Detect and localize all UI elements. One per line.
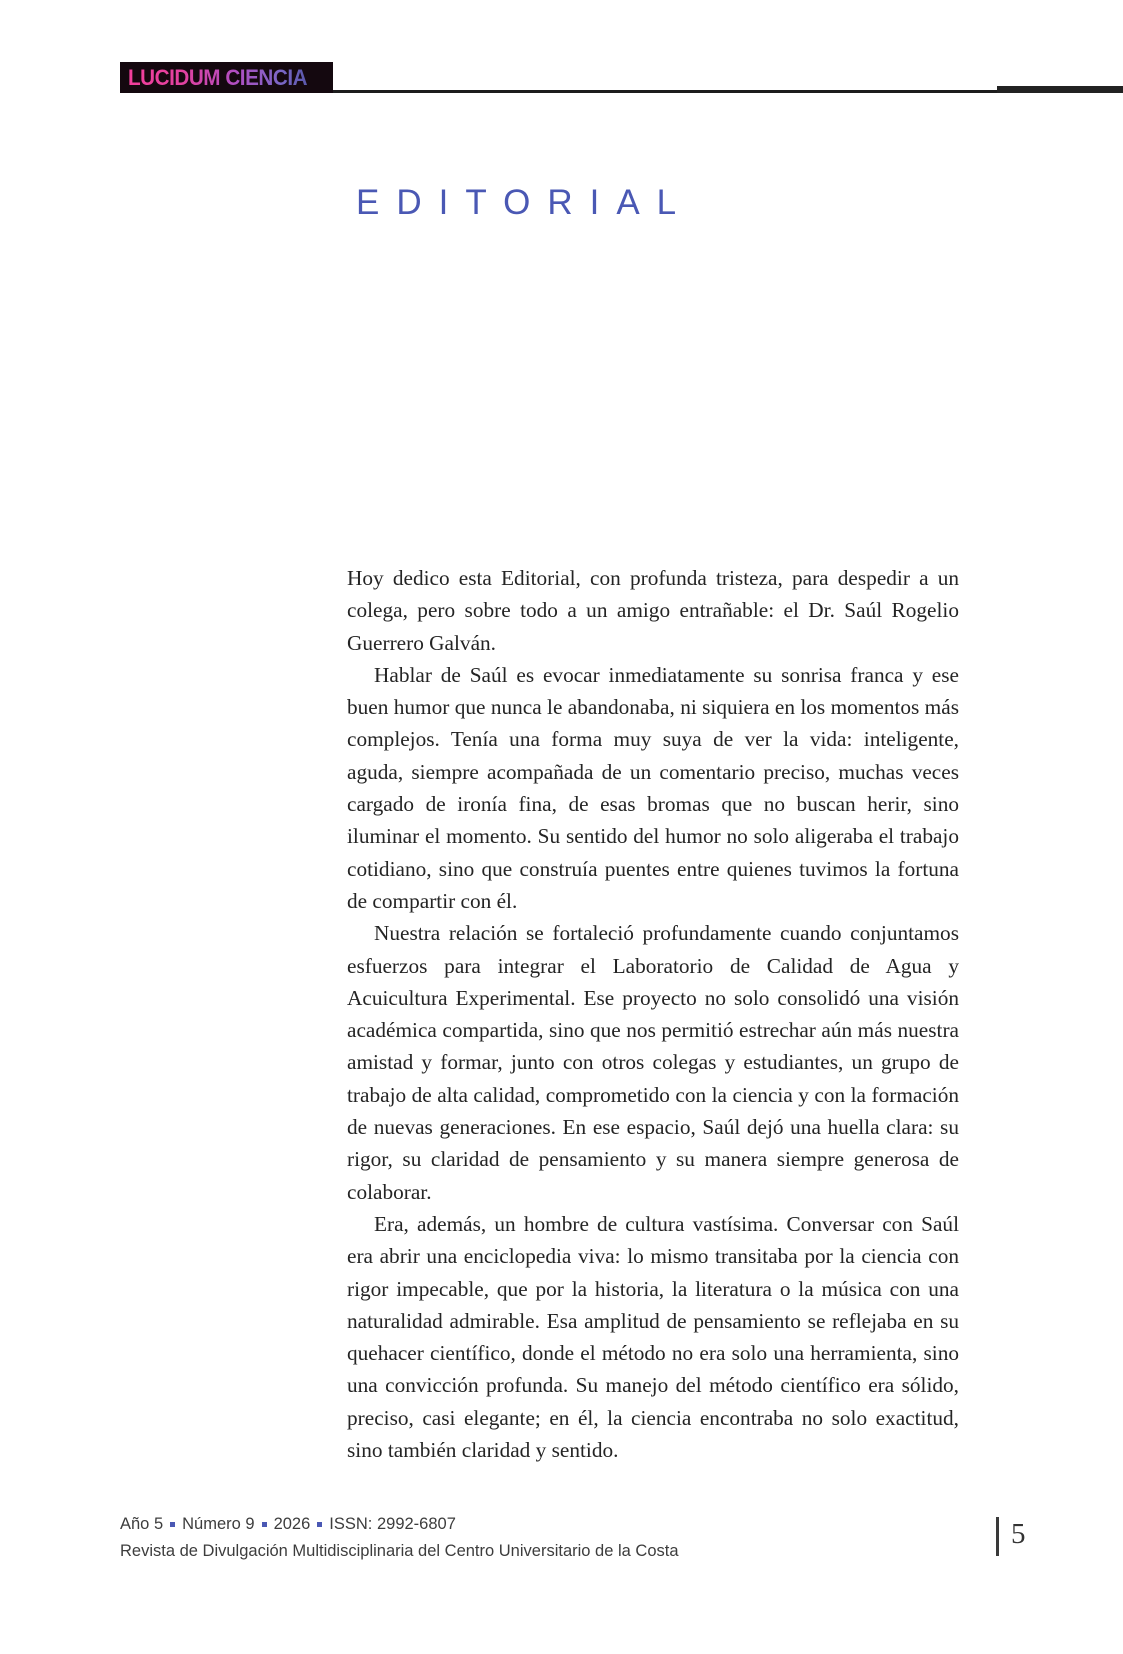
journal-logo-text: LUCIDUM CIENCIA <box>128 64 308 90</box>
issue-year-label: Año 5 <box>120 1515 164 1533</box>
editorial-paragraph: Nuestra relación se fortaleció profundamente cuando conjuntamos esfuerzos para integrar el Laboratorio de Calidad de Agua y Acuicultura Experimental. Ese proyecto no solo consolidó una visión académica compartida, sino que nos permitió estrechar aún más nuestra amistad y formar, junto con otros colegas y estudiantes, un grupo de trabajo de alta calidad, comprometido con la ciencia y con la formación de nuevas generaciones. En ese espacio, Saúl dejó una huella clara: su rigor, su claridad de pensamiento y su manera siempre generosa de colaborar. <box>347 921 959 1204</box>
editorial-paragraph: Era, además, un hombre de cultura vastísima. Conversar con Saúl era abrir una enciclopedia viva: lo mismo transitaba por la ciencia con rigor impecable, que por la historia, la literatura o la música con una naturalidad admirable. Esa amplitud de pensamiento se reflejaba en su quehacer científico, donde el método no era solo una herramienta, sino una convicción profunda. Su manejo del método científico era sólido, preciso, casi elegante; en él, la ciencia encontraba no solo exactitud, sino también claridad y sentido. <box>347 1211 959 1463</box>
journal-logo <box>120 62 333 93</box>
editorial-paragraph: Hablar de Saúl es evocar inmediatamente su sonrisa franca y ese buen humor que nunca le abandonaba, ni siquiera en los momentos más complejos. Tenía una forma muy suya de ver la vida: inteligente, aguda, siempre acompañada de un comentario preciso, muchas veces cargado de ironía fina, de esas bromas que no buscan herir, sino iluminar el momento. Su sentido del humor no solo aligeraba el trabajo cotidiano, sino que construía puentes entre quienes tuvimos la fortuna de compartir con él. <box>347 662 959 913</box>
footer <box>120 1512 679 1564</box>
bullet-separator-icon <box>262 1522 267 1527</box>
bullet-separator-icon <box>170 1522 175 1527</box>
journal-name-label: Revista de Divulgación Multidisciplinaria del Centro Universitario de la Costa <box>120 1542 679 1560</box>
page-number: 5 <box>1011 1518 1026 1550</box>
editorial-body <box>347 562 959 1466</box>
page-title: EDITORIAL <box>356 183 694 222</box>
issn-label: ISSN: 2992-6807 <box>329 1515 456 1533</box>
header-rule-thick <box>997 86 1123 93</box>
editorial-paragraph: Hoy dedico esta Editorial, con profunda tristeza, para despedir a un colega, pero sobre todo a un amigo entrañable: el Dr. Saúl Rogelio Guerrero Galván. <box>347 566 959 655</box>
issue-date-label: 2026 <box>273 1515 311 1533</box>
issue-meta-line <box>120 1512 679 1537</box>
bullet-separator-icon <box>317 1522 322 1527</box>
issue-number-label: Número 9 <box>182 1515 255 1533</box>
page-number-divider <box>996 1517 999 1556</box>
